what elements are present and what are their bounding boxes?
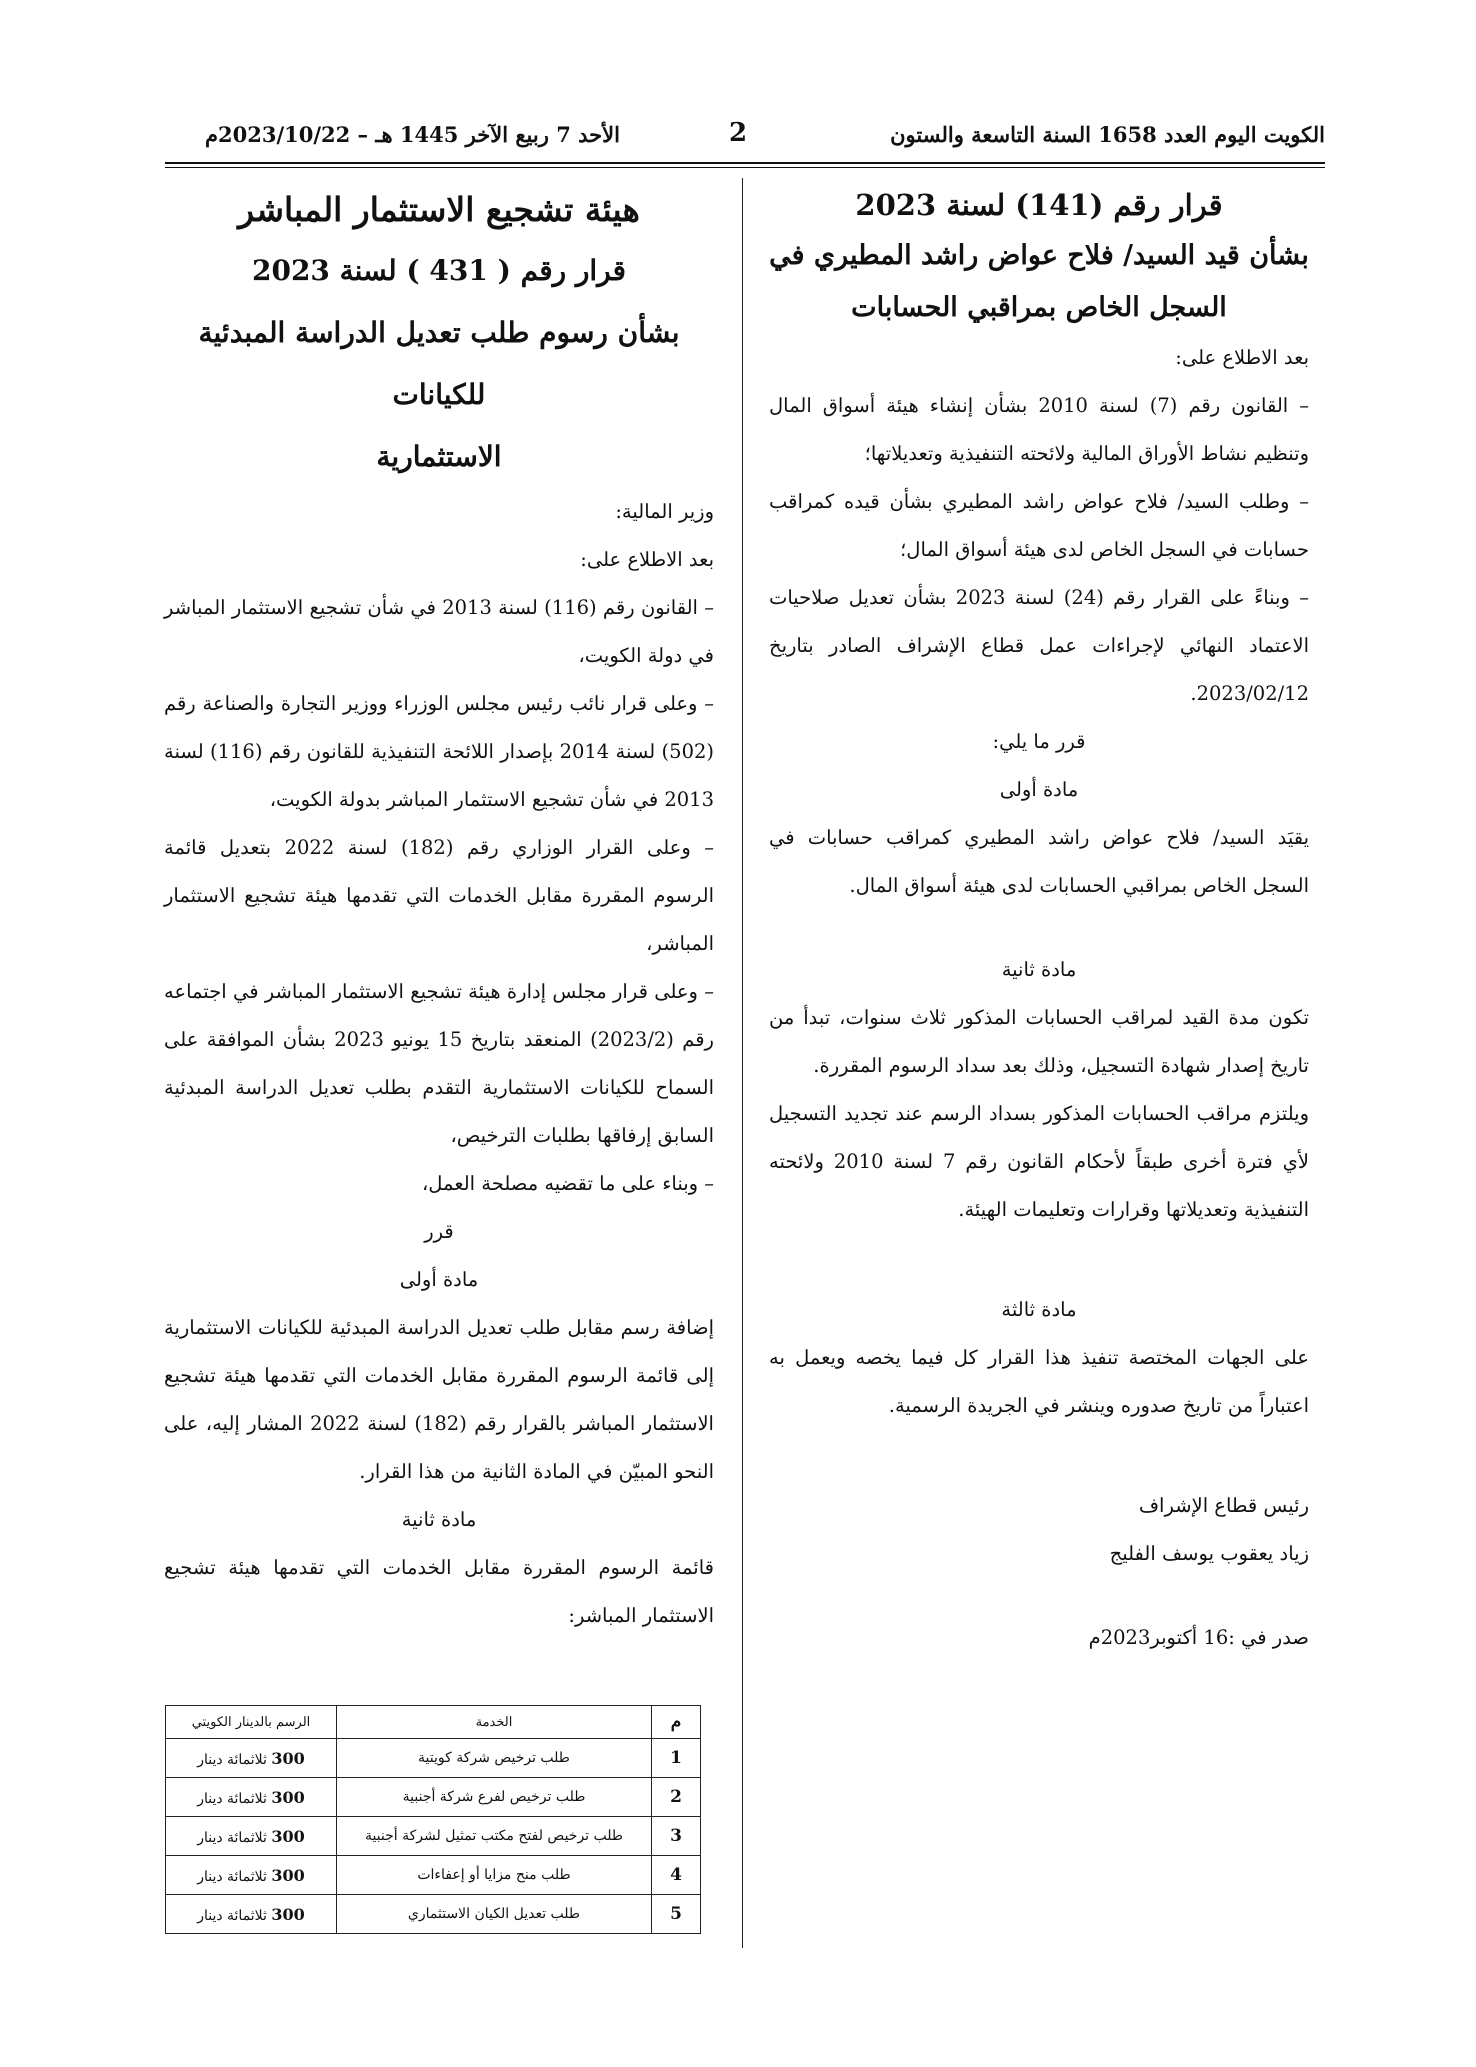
article-1-title: مادة أولى (399, 1268, 479, 1291)
row-service: طلب ترخيص لفتح مكتب تمثيل لشركة أجنبية (337, 1817, 652, 1856)
header-rule-thin (165, 167, 1325, 168)
article-2-text-2: ويلتزم مراقب الحسابات المذكور بسداد الرسم عند تجديد التسجيل لأي فترة أخرى طبقاً لأحكام القانون رقم 7 لسنة 2010 ولائحته التنفيذية وتعديلاتها وقرارات وتعليمات الهيئة. (769, 1102, 1309, 1221)
fee-amount: 300 (271, 1865, 305, 1885)
row-number: 4 (652, 1856, 701, 1895)
row-fee (166, 1739, 337, 1778)
table-row (166, 1817, 701, 1856)
preamble-item: – القانون رقم (116) لسنة 2013 في شأن تشجيع الاستثمار المباشر في دولة الكويت، (164, 596, 714, 667)
row-fee (166, 1778, 337, 1817)
preamble-intro: بعد الاطلاع على: (1175, 346, 1309, 369)
preamble-item: – وطلب السيد/ فلاح عواض راشد المطيري بشأن قيده كمراقب حسابات في السجل الخاص لدى هيئة أسواق المال؛ (769, 490, 1309, 561)
fee-amount: 300 (271, 1787, 305, 1807)
fee-amount: 300 (271, 1904, 305, 1924)
fee-table (165, 1705, 701, 1934)
table-row (166, 1778, 701, 1817)
article-2-text: قائمة الرسوم المقررة مقابل الخدمات التي تقدمها هيئة تشجيع الاستثمار المباشر: (164, 1556, 714, 1627)
decision-141-subject-1: بشأن قيد السيد/ فلاح عواض راشد المطيري في (769, 240, 1309, 271)
decided-heading: قرر ما يلي: (992, 730, 1086, 753)
decision-431-subject-1: بشأن رسوم طلب تعديل الدراسة المبدئية للكيانات (198, 316, 680, 411)
article-1-text: يقيَد السيد/ فلاح عواض راشد المطيري كمراقب حسابات في السجل الخاص بمراقبي الحسابات لدى هيئة أسواق المال. (769, 826, 1309, 897)
decision-431-subject-2: الاستثمارية (376, 440, 502, 473)
decision-431-title: قرار رقم ( 431 ) لسنة 2023 (251, 254, 627, 287)
table-row (166, 1856, 701, 1895)
header-rule (165, 162, 1325, 164)
article-2-title: مادة ثانية (1001, 958, 1077, 981)
table-row (166, 1739, 701, 1778)
row-number: 1 (652, 1739, 701, 1778)
signer-title: رئيس قطاع الإشراف (1138, 1494, 1309, 1517)
table-row (166, 1895, 701, 1934)
column-header-number: م (652, 1706, 701, 1739)
row-number: 3 (652, 1817, 701, 1856)
column-header-service: الخدمة (337, 1706, 652, 1739)
article-3-title: مادة ثالثة (1001, 1298, 1077, 1321)
authority-title: هيئة تشجيع الاستثمار المباشر (238, 190, 640, 229)
preamble-item: – وبناءً على القرار رقم (24) لسنة 2023 بشأن تعديل صلاحيات الاعتماد النهائي لإجراءات عمل قطاع الإشراف الصادر بتاريخ 2023/02/12. (769, 586, 1309, 705)
row-fee (166, 1895, 337, 1934)
article-3-text: على الجهات المختصة تنفيذ هذا القرار كل فيما يخصه ويعمل به اعتباراً من تاريخ صدوره وينشر في الجريدة الرسمية. (769, 1346, 1309, 1417)
fee-amount: 300 (271, 1826, 305, 1846)
left-column (164, 180, 714, 1640)
article-1-text: إضافة رسم مقابل طلب تعديل الدراسة المبدئية للكيانات الاستثمارية إلى قائمة الرسوم المقررة مقابل الخدمات التي تقدمها هيئة تشجيع الاستثمار المباشر بالقرار رقم (182) لسنة 2022 المشار إليه، على النحو المبيّن في المادة الثانية من هذا القرار. (164, 1316, 714, 1483)
table-header-row (166, 1706, 701, 1739)
signer-name: زياد يعقوب يوسف الفليج (1109, 1542, 1309, 1565)
minister-line: وزير المالية: (615, 500, 714, 523)
page-number: 2 (729, 118, 748, 148)
row-fee (166, 1817, 337, 1856)
row-service: طلب تعديل الكيان الاستثماري (337, 1895, 652, 1934)
column-divider (742, 178, 743, 1948)
fee-amount-words: ثلاثمائة دينار (197, 1790, 267, 1807)
header-issue: الكويت اليوم العدد 1658 السنة التاسعة والستون (890, 122, 1325, 147)
page-header (165, 118, 1325, 160)
column-header-fee: الرسم بالدينار الكويتي (166, 1706, 337, 1739)
article-1-title: مادة أولى (999, 778, 1079, 801)
row-service: طلب ترخيص لفرع شركة أجنبية (337, 1778, 652, 1817)
preamble-item: – وعلى قرار نائب رئيس مجلس الوزراء ووزير التجارة والصناعة رقم (502) لسنة 2014 بإصدار اللائحة التنفيذية للقانون رقم (116) لسنة 2013 في شأن تشجيع الاستثمار المباشر بدولة الكويت، (164, 692, 714, 811)
article-2-title: مادة ثانية (401, 1508, 477, 1531)
header-date: الأحد 7 ربيع الآخر 1445 هـ – 2023/10/22م (205, 122, 620, 147)
fee-amount-words: ثلاثمائة دينار (197, 1907, 267, 1924)
fee-amount-words: ثلاثمائة دينار (197, 1829, 267, 1846)
preamble-item: – القانون رقم (7) لسنة 2010 بشأن إنشاء هيئة أسواق المال وتنظيم نشاط الأوراق المالية ولائحته التنفيذية وتعديلاتها؛ (769, 394, 1309, 465)
decision-141-subject-2: السجل الخاص بمراقبي الحسابات (851, 292, 1227, 323)
decision-141-title: قرار رقم (141) لسنة 2023 (855, 188, 1223, 222)
preamble-item: – وعلى القرار الوزاري رقم (182) لسنة 2022 بتعديل قائمة الرسوم المقررة مقابل الخدمات التي تقدمها هيئة تشجيع الاستثمار المباشر، (164, 836, 715, 955)
row-service: طلب منح مزايا أو إعفاءات (337, 1856, 652, 1895)
preamble-intro: بعد الاطلاع على: (580, 548, 714, 571)
row-fee (166, 1856, 337, 1895)
preamble-item: – وعلى قرار مجلس إدارة هيئة تشجيع الاستثمار المباشر في اجتماعه رقم (2023/2) المنعقد بتاريخ 15 يونيو 2023 بشأن الموافقة على السماح للكيانات الاستثمارية التقدم بطلب تعديل الدراسة المبدئية السابق إرفاقها بطلبات الترخيص، (164, 980, 714, 1147)
right-column (769, 180, 1309, 1662)
fee-amount-words: ثلاثمائة دينار (197, 1751, 267, 1768)
article-2-text: تكون مدة القيد لمراقب الحسابات المذكور ثلاث سنوات، تبدأ من تاريخ إصدار شهادة التسجيل، وذلك بعد سداد الرسوم المقررة. (769, 1006, 1309, 1077)
issue-date: صدر في :16 أكتوبر2023م (1088, 1626, 1309, 1649)
decided-heading: قرر (424, 1220, 454, 1243)
row-service: طلب ترخيص شركة كويتية (337, 1739, 652, 1778)
fee-amount: 300 (271, 1748, 305, 1768)
row-number: 5 (652, 1895, 701, 1934)
fee-amount-words: ثلاثمائة دينار (197, 1868, 267, 1885)
row-number: 2 (652, 1778, 701, 1817)
preamble-item: – وبناء على ما تقضيه مصلحة العمل، (421, 1172, 714, 1195)
